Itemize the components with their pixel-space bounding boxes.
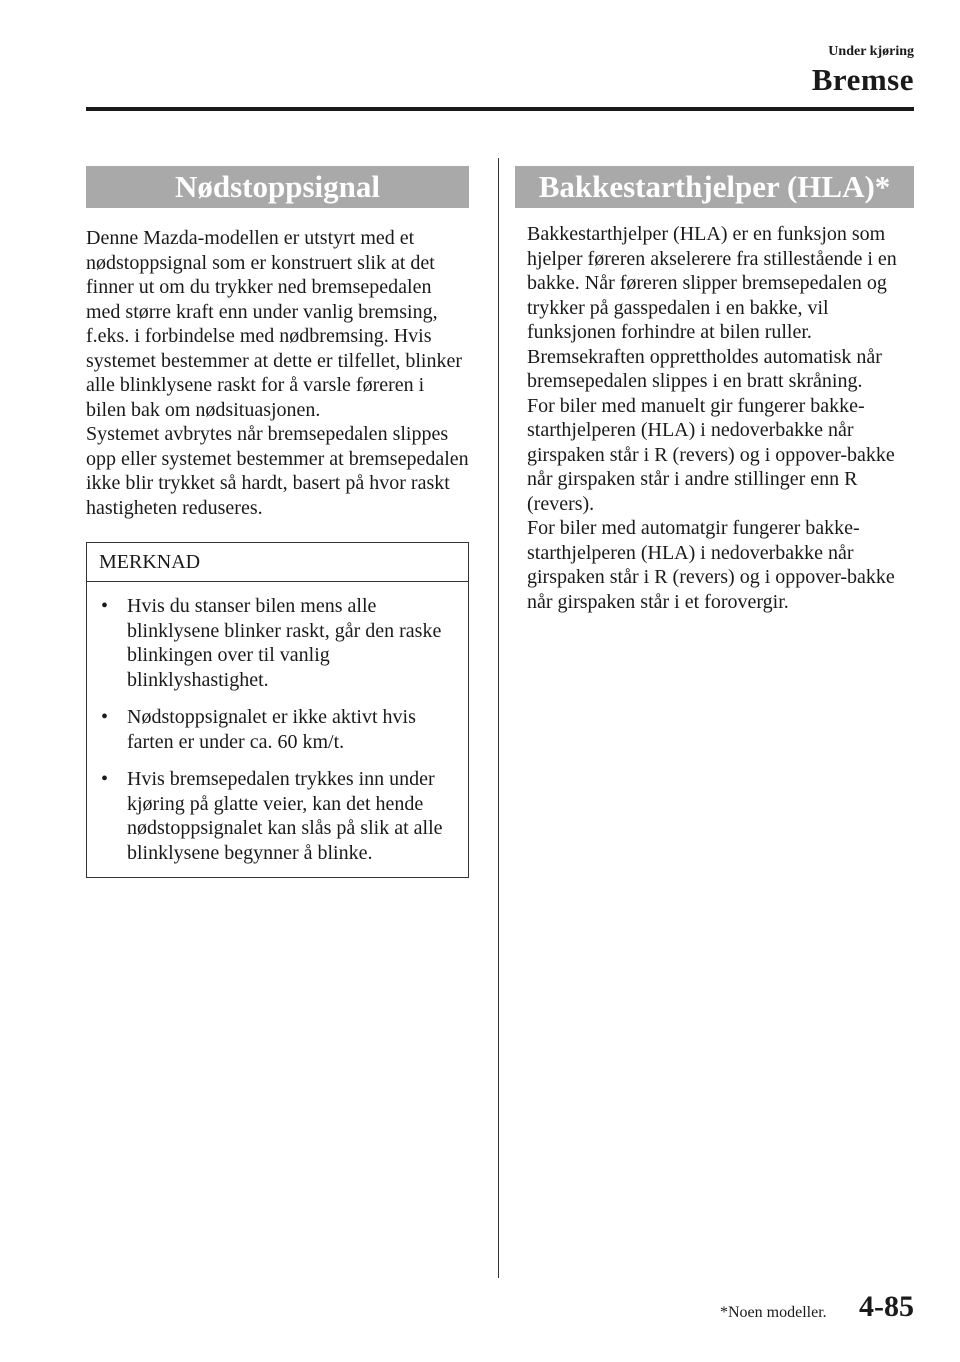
- bullet-icon: •: [101, 768, 109, 790]
- note-item-text: Hvis bremsepedalen trykkes inn under kjøring på glatte veier, kan det hende nødstoppsignalet kan slås på slik at alle blinklysene begynner å blinke.: [127, 768, 443, 864]
- note-item-text: Nødstoppsignalet er ikke aktivt hvis farten er under ca. 60 km/t.: [127, 706, 416, 753]
- paragraph: For biler med automatgir fungerer bakke-starthjelperen (HLA) i nedoverbakke når girspaken står i R (revers) og i oppover-bakke når girspaken står i et forovergir.: [527, 517, 895, 613]
- chapter-title: Bremse: [811, 62, 914, 97]
- note-box: [86, 542, 469, 878]
- bullet-icon: •: [101, 706, 109, 728]
- note-item: [99, 705, 456, 754]
- note-title: MERKNAD: [87, 543, 468, 582]
- left-column: [86, 166, 469, 878]
- paragraph: For biler med manuelt gir fungerer bakke-starthjelperen (HLA) i nedoverbakke når girspaken står i R (revers) og i oppover-bakke når girspaken står i andre stillinger enn R (revers).: [527, 394, 895, 515]
- hill-launch-assist-body: [515, 222, 914, 614]
- column-divider: [498, 158, 499, 1278]
- section-title-hill-launch-assist: Bakkestarthjelper (HLA)*: [515, 166, 914, 208]
- note-list: [87, 582, 468, 877]
- note-item: [99, 767, 456, 865]
- note-item-text: Hvis du stanser bilen mens alle blinklysene blinker raskt, går den raske blinkingen over til vanlig blinklyshastighet.: [127, 595, 442, 691]
- paragraph: Bakkestarthjelper (HLA) er en funksjon som hjelper føreren akselerere fra stillestående i en bakke. Når føreren slipper bremsepedalen og trykker på gasspedalen i en bakke, vil funksjonen forhindre at bilen ruller. Bremsekraften opprettholdes automatisk når bremsepedalen slippes i en bratt skråning.: [527, 223, 897, 392]
- footnote: *Noen modeller.: [720, 1304, 827, 1321]
- paragraph: Systemet avbrytes når bremsepedalen slippes opp eller systemet bestemmer at bremsepedalen ikke blir trykket så hardt, basert på hvor raskt hastigheten reduseres.: [86, 423, 469, 519]
- paragraph: Denne Mazda-modellen er utstyrt med et nødstoppsignal som er konstruert slik at det finner ut om du trykker ned bremsepedalen med større kraft enn under vanlig bremsing, f.eks. i forbindelse med nødbremsing. Hvis systemet bestemmer at dette er tilfellet, blinker alle blinklysene raskt for å varsle føreren i bilen bak om nødsituasjonen.: [86, 227, 462, 421]
- emergency-signal-body: [86, 226, 469, 520]
- right-column: [515, 166, 914, 614]
- section-title-emergency-signal: Nødstoppsignal: [86, 166, 469, 208]
- page-number: 4-85: [859, 1290, 914, 1323]
- note-item: [99, 594, 456, 692]
- section-header: Under kjøring: [828, 44, 914, 59]
- bullet-icon: •: [101, 595, 109, 617]
- header-rule: [86, 107, 914, 111]
